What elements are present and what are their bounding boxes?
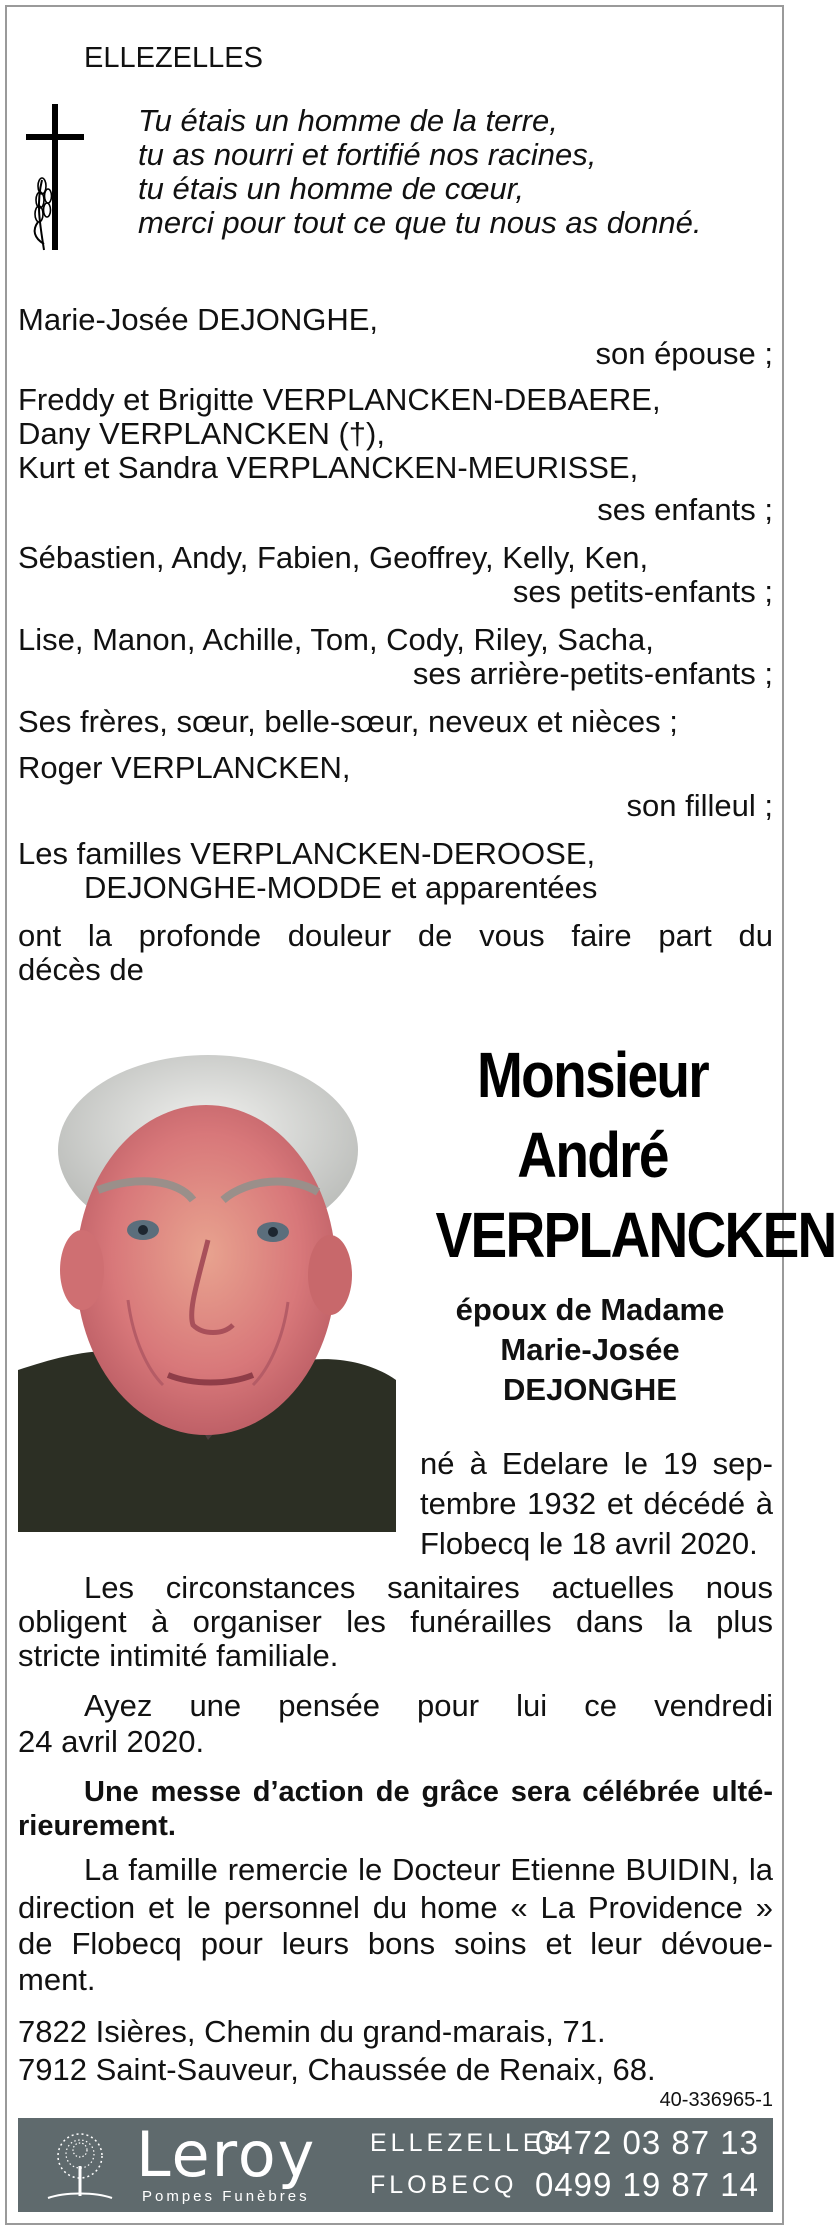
- family-role: ses petits-enfants ;: [512, 574, 773, 609]
- family-role: son filleul ;: [626, 788, 773, 823]
- address-line: 7912 Saint-Sauveur, Chaussée de Renaix, 68.: [18, 2052, 656, 2087]
- cross-wheat-icon: [22, 104, 88, 252]
- family-role: son épouse ;: [595, 336, 773, 371]
- circumstances-line: stricte intimité familiale.: [18, 1638, 339, 1673]
- family-line: Ses frères, sœur, belle-sœur, neveux et nièces ;: [18, 704, 678, 739]
- thanks-line: direction et le personnel du home « La Providence »: [18, 1890, 773, 1925]
- brand-logo-text: Leroy: [136, 2118, 317, 2191]
- mass-line: Une messe d’action de grâce sera célébrée ulté-: [84, 1776, 773, 1808]
- poem-line-1: Tu étais un homme de la terre,: [138, 103, 558, 138]
- thought-line: 24 avril 2020.: [18, 1724, 205, 1759]
- family-line: Dany VERPLANCKEN (†),: [18, 416, 385, 451]
- spouse-line: époux de Madame: [455, 1292, 725, 1327]
- circumstances-line: obligent à organiser les funérailles dans la plus: [18, 1604, 773, 1639]
- family-line: Les familles VERPLANCKEN-DEROOSE,: [18, 836, 596, 871]
- deceased-last-name: VERPLANCKEN: [435, 1199, 836, 1271]
- address-line: 7822 Isières, Chemin du grand-marais, 71.: [18, 2014, 606, 2049]
- phone-ellezelles: 0472 03 87 13: [534, 2124, 759, 2161]
- birth-death-line: tembre 1932 et décédé à: [420, 1486, 773, 1521]
- birth-death-line: né à Edelare le 19 sep-: [420, 1446, 773, 1481]
- brand-tagline: Pompes Funèbres: [142, 2188, 310, 2205]
- phone-flobecq: 0499 19 87 14: [534, 2166, 759, 2203]
- family-role: ses arrière-petits-enfants ;: [412, 656, 773, 691]
- announcement-line: ont la profonde douleur de vous faire part du: [18, 918, 773, 953]
- family-line: Marie-Josée DEJONGHE,: [18, 302, 379, 337]
- family-line: Roger VERPLANCKEN,: [18, 750, 351, 785]
- deceased-first-name: André: [517, 1119, 668, 1191]
- family-line: Lise, Manon, Achille, Tom, Cody, Riley, Sacha,: [18, 622, 654, 657]
- thanks-line: de Flobecq pour leurs bons soins et leur dévoue-: [18, 1926, 773, 1961]
- poem-line-4: merci pour tout ce que tu nous as donné.: [138, 205, 702, 240]
- city-flobecq: FLOBECQ: [370, 2171, 518, 2199]
- family-line: Sébastien, Andy, Fabien, Geoffrey, Kelly, Ken,: [18, 540, 649, 575]
- portrait-photo: [18, 1040, 396, 1532]
- circumstances-line: Les circonstances sanitaires actuelles nous: [84, 1570, 773, 1605]
- thanks-line: La famille remercie le Docteur Etienne BUIDIN, la: [84, 1852, 773, 1887]
- tree-logo-icon: [40, 2126, 120, 2206]
- reference-number: 40-336965-1: [659, 2089, 773, 2111]
- poem-line-3: tu étais un homme de cœur,: [138, 171, 524, 206]
- family-line: Freddy et Brigitte VERPLANCKEN-DEBAERE,: [18, 382, 661, 417]
- family-role: ses enfants ;: [597, 492, 773, 527]
- mass-line: rieurement.: [18, 1810, 176, 1842]
- spouse-line: Marie-Josée: [500, 1332, 680, 1367]
- thanks-line: ment.: [18, 1962, 96, 1997]
- locality-header: ELLEZELLES: [84, 42, 263, 74]
- birth-death-line: Flobecq le 18 avril 2020.: [420, 1526, 758, 1561]
- thought-line: Ayez une pensée pour lui ce vendredi: [84, 1688, 773, 1723]
- spouse-line: DEJONGHE: [503, 1372, 677, 1407]
- funeral-home-banner: [18, 2118, 773, 2212]
- poem-line-2: tu as nourri et fortifié nos racines,: [138, 137, 597, 172]
- announcement-line: décès de: [18, 952, 144, 987]
- family-line: DEJONGHE-MODDE et apparentées: [84, 870, 598, 905]
- deceased-title: Monsieur: [477, 1039, 708, 1111]
- family-line: Kurt et Sandra VERPLANCKEN-MEURISSE,: [18, 450, 639, 485]
- city-ellezelles: ELLEZELLES: [370, 2129, 565, 2157]
